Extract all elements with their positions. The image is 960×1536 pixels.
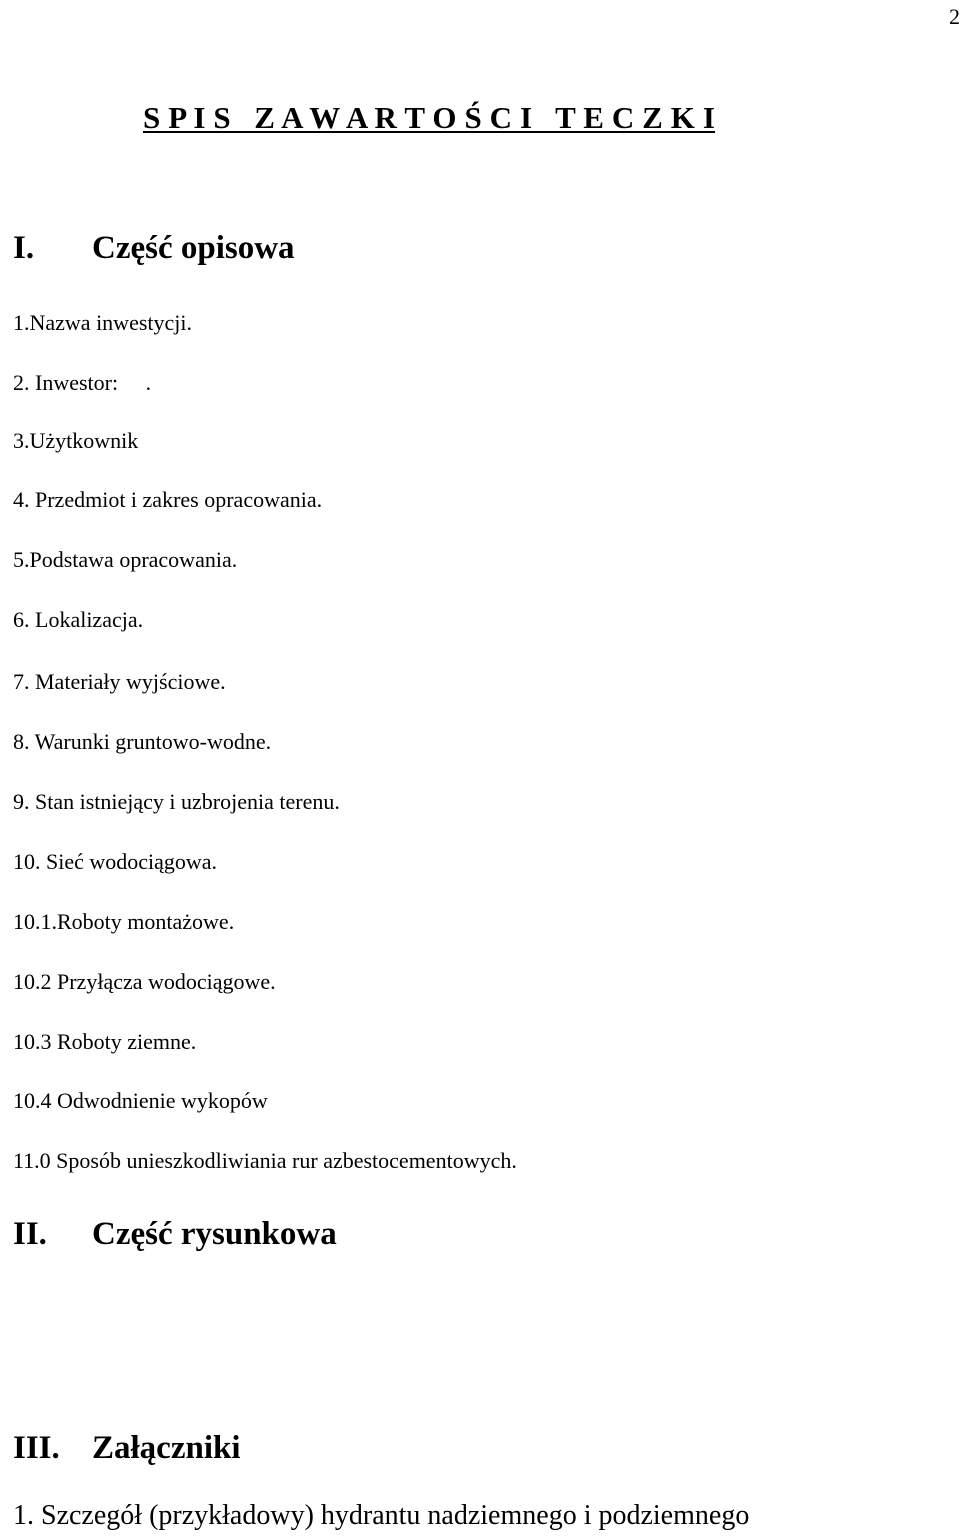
list-item: 10.4 Odwodnienie wykopów — [13, 1088, 268, 1113]
list-item: 6. Lokalizacja. — [13, 607, 144, 632]
list-item: 10.2 Przyłącza wodociągowe. — [13, 969, 276, 994]
list-item: 11.0 Sposób unieszkodliwiania rur azbestocementowych. — [13, 1148, 517, 1173]
page-number: 2 — [949, 4, 960, 29]
list-item: 7. Materiały wyjściowe. — [13, 669, 226, 694]
section-1-numeral: I. — [13, 230, 35, 266]
section-2-title: Część rysunkowa — [92, 1216, 337, 1252]
list-item: 2. Inwestor: . — [13, 370, 152, 395]
document-title: S P I S Z A W A R T O Ś C I T E C Z K I — [143, 100, 716, 135]
list-item: 10. Sieć wodociągowa. — [13, 849, 218, 874]
section-3-numeral: III. — [13, 1430, 60, 1466]
section-1-title: Część opisowa — [92, 230, 295, 266]
list-item: 5.Podstawa opracowania. — [13, 547, 238, 572]
list-item: 10.3 Roboty ziemne. — [13, 1029, 197, 1054]
list-item: 1.Nazwa inwestycji. — [13, 310, 192, 335]
list-item: 1. Szczegół (przykładowy) hydrantu nadziemnego i podziemnego — [13, 1500, 750, 1531]
section-3-title: Załączniki — [92, 1430, 241, 1466]
list-item: 3.Użytkownik — [13, 428, 139, 453]
list-item: 9. Stan istniejący i uzbrojenia terenu. — [13, 789, 340, 814]
list-item: 4. Przedmiot i zakres opracowania. — [13, 487, 323, 512]
section-2-numeral: II. — [13, 1216, 47, 1252]
list-item: 8. Warunki gruntowo-wodne. — [13, 729, 272, 754]
list-item: 10.1.Roboty montażowe. — [13, 909, 235, 934]
